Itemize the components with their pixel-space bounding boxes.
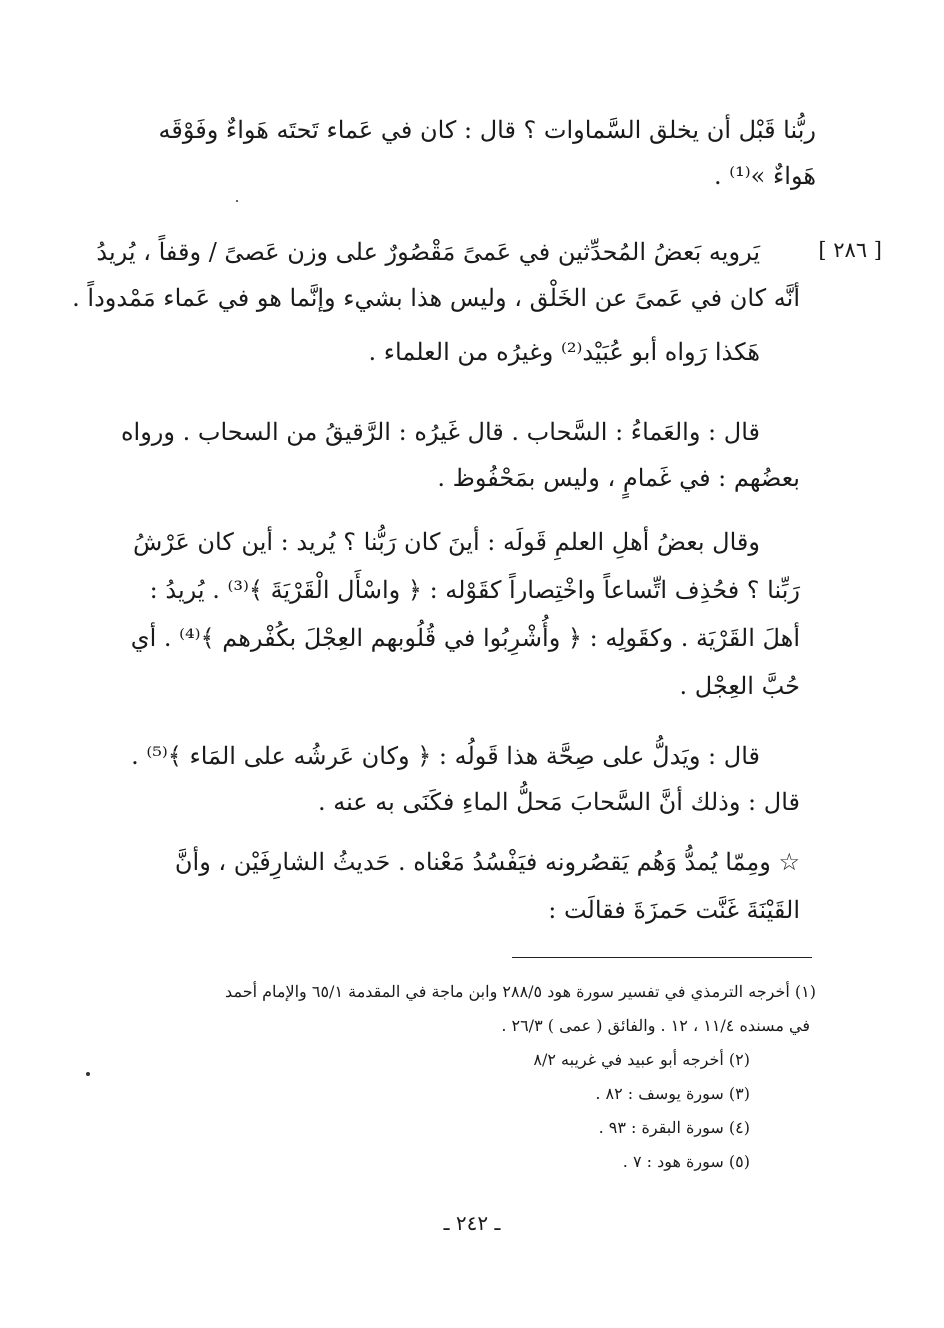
body-line: هَكذا رَواه أبو عُبَيْد⁽²⁾ وغيرُه من العلماء . bbox=[368, 338, 760, 366]
footnote-line: (٣) سورة يوسف : ٨٢ . bbox=[595, 1084, 750, 1103]
body-line: قال : ويَدلُّ على صِحَّة هذا قَولُه : ﴿ وكان عَرشُه على المَاء ﴾⁽⁵⁾ . bbox=[131, 742, 760, 770]
body-line: حُبَّ العِجْل . bbox=[679, 672, 800, 700]
footnote-line: (٤) سورة البقرة : ٩٣ . bbox=[598, 1118, 750, 1137]
footnote-line: (٢) أخرجه أبو عبيد في غريبه ٨/٢ bbox=[533, 1050, 750, 1069]
body-line: قال : والعَماءُ : السَّحاب . قال غَيرُه : الرَّقيقُ من السحاب . ورواه bbox=[120, 418, 760, 446]
scan-speck bbox=[236, 200, 238, 202]
body-line: ربُّنا قَبْل أن يخلق السَّماوات ؟ قال : كان في عَماء تَحتَه هَواءٌ وفَوْقَه bbox=[158, 116, 816, 144]
footnote-separator bbox=[512, 957, 812, 958]
page-number: ـ ٢٤٢ ـ bbox=[443, 1211, 501, 1235]
body-line: بعضُهم : في غَمامٍ ، وليس بمَحْفُوظ . bbox=[437, 464, 800, 492]
body-line: هَواءٌ »⁽¹⁾ . bbox=[714, 162, 816, 190]
body-line: يَرويه بَعضُ المُحدِّثين في عَمىً مَقْصُورٌ على وزن عَصىً / وقفاً ، يُريدُ bbox=[96, 238, 760, 266]
body-line: أهلَ القَرْيَة . وكقَولِه : ﴿ وأُشْرِبُوا في قُلُوبهم العِجْلَ بكُفْرهم ﴾⁽⁴⁾ . أي bbox=[130, 624, 800, 652]
footnote-line: في مسنده ١١/٤ ، ١٢ . والفائق ( عمى ) ٢٦/٣ . bbox=[501, 1016, 810, 1035]
margin-reference: [ ٢٨٦ ] bbox=[818, 238, 882, 262]
scan-speck bbox=[86, 1072, 90, 1076]
footnote-line: (١) أخرجه الترمذي في تفسير سورة هود ٢٨٨/٥ وابن ماجة في المقدمة ٦٥/١ والإمام أحمد bbox=[225, 982, 816, 1001]
body-line: أنَّه كان في عَمىً عن الخَلْق ، وليس هذا بشيء وإنَّما هو في عَماء مَمْدوداً . bbox=[72, 284, 800, 312]
body-line: قال : وذلك أنَّ السَّحابَ مَحلُّ الماءِ فكَنَى به عنه . bbox=[317, 788, 800, 816]
body-line: رَبِّنا ؟ فحُذِف اتِّساعاً واخْتِصاراً كقَوْله : ﴿ واسْأَل الْقَرْيَةَ ﴾⁽³⁾ . يُريدُ : bbox=[149, 576, 800, 604]
body-line: القَيْنَةَ غَنَّت حَمزَةَ فقالَت : bbox=[548, 896, 800, 924]
body-line: وقال بعضُ أهلِ العلمِ قَولَه : أينَ كان رَبُّنا ؟ يُريد : أين كان عَرْشُ bbox=[132, 528, 760, 556]
body-line: ☆ ومِمّا يُمدُّ وَهُم يَقصُرونه فيَفْسُدُ مَعْناه . حَديثُ الشارِفَيْن ، وأنَّ bbox=[174, 848, 800, 876]
footnote-line: (٥) سورة هود : ٧ . bbox=[622, 1152, 750, 1171]
